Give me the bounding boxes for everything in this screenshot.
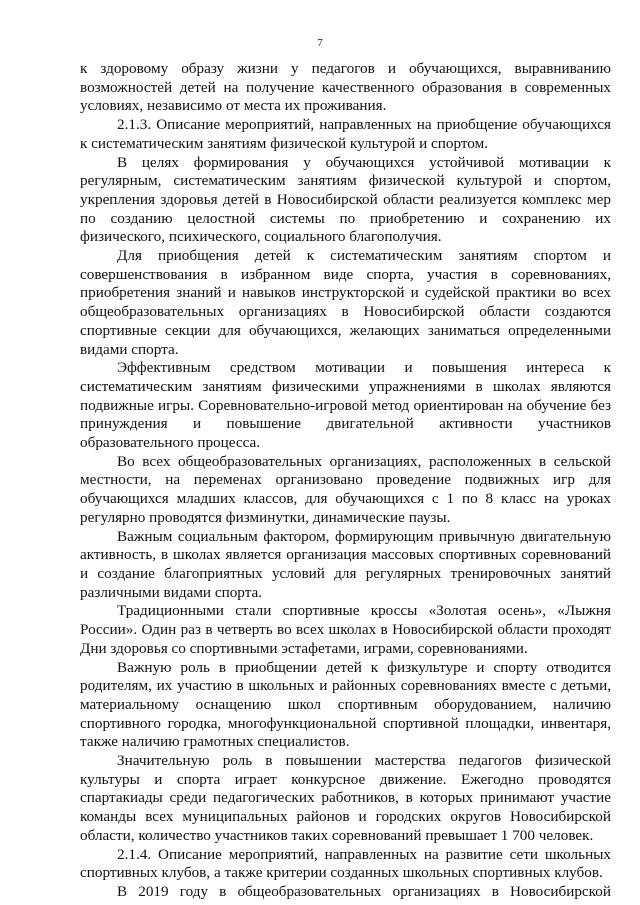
paragraph-parents-role: Важную роль в приобщении детей к физкультуре и спорту отводится родителям, их участию в школьных и районных соревнованиях вместе с детьми, материальному оснащению школ спортивным оборудованием, наличию спортивного городка, многофункциональной спортивной площадки, инвентаря, также наличию грамотных специалистов. — [80, 658, 611, 751]
page-number: 7 — [317, 37, 323, 49]
paragraph-traditional-races: Традиционными стали спортивные кроссы «Золотая осень», «Лыжня России». Один раз в четверть во всех школах в Новосибирской области проходят Дни здоровья со спортивными эстафетами, играми, соревнованиями. — [80, 602, 611, 657]
paragraph-sport-sections: Для приобщения детей к систематическим занятиям спортом и совершенствования в избранном виде спорта, участия в соревнованиях, приобретения знаний и навыков инструкторской и судейской практики во всех общеобразовательных организациях в Новосибирской области создаются спортивные секции для обучающихся, желающих заниматься определенными видами спорта. — [80, 247, 611, 358]
section-heading-2-1-4: 2.1.4. Описание мероприятий, направленных на развитие сети школьных спортивных клубов, а также критерии созданных школьных спортивных клубов. — [80, 845, 611, 882]
section-heading-2-1-3: 2.1.3. Описание мероприятий, направленных на приобщение обучающихся к систематическим занятиям физической культурой и спортом. — [80, 116, 611, 152]
paragraph-mass-competitions: Важным социальным фактором, формирующим привычную двигательную активность, в школах является организация массовых спортивных соревнований и создание благоприятных условий для регулярных тренировочных занятий различными видами спорта. — [80, 527, 611, 601]
paragraph-2019: В 2019 году в общеобразовательных организациях в Новосибирской — [117, 882, 611, 900]
document-body — [80, 60, 611, 902]
paragraph-outdoor-games: Эффективным средством мотивации и повышения интереса к систематическим занятиям физическими упражнениями в школах являются подвижные игры. Соревновательно-игровой метод ориентирован на обучение без принуждения и повышение двигательной активности участников образовательного процесса. — [80, 359, 611, 452]
paragraph-continuation: к здоровому образу жизни у педагогов и обучающихся, выравниванию возможностей детей на получение качественного образования в современных условиях, независимо от места их проживания. — [80, 60, 611, 115]
paragraph-rural-schools: Во всех общеобразовательных организациях, расположенных в сельской местности, на переменах организовано проведение подвижных игр для обучающихся младших классов, для обучающихся с 1 по 8 класс на уроках регулярно проводятся физминутки, динамические паузы. — [80, 452, 611, 526]
paragraph-teacher-contests: Значительную роль в повышении мастерства педагогов физической культуры и спорта играет конкурсное движение. Ежегодно проводятся спартакиады среди педагогических работников, в которых принимают участие команды всех муниципальных районов и городских округов Новосибирской области, количество участников таких соревнований превышает 1 700 человек. — [80, 752, 611, 844]
paragraph-motivation: В целях формирования у обучающихся устойчивой мотивации к регулярным, систематическим занятиям физической культурой и спортом, укрепления здоровья детей в Новосибирской области реализуется комплекс мер по созданию целостной системы по приобретению и сохранению их физического, психического, социального благополучия. — [80, 153, 611, 246]
